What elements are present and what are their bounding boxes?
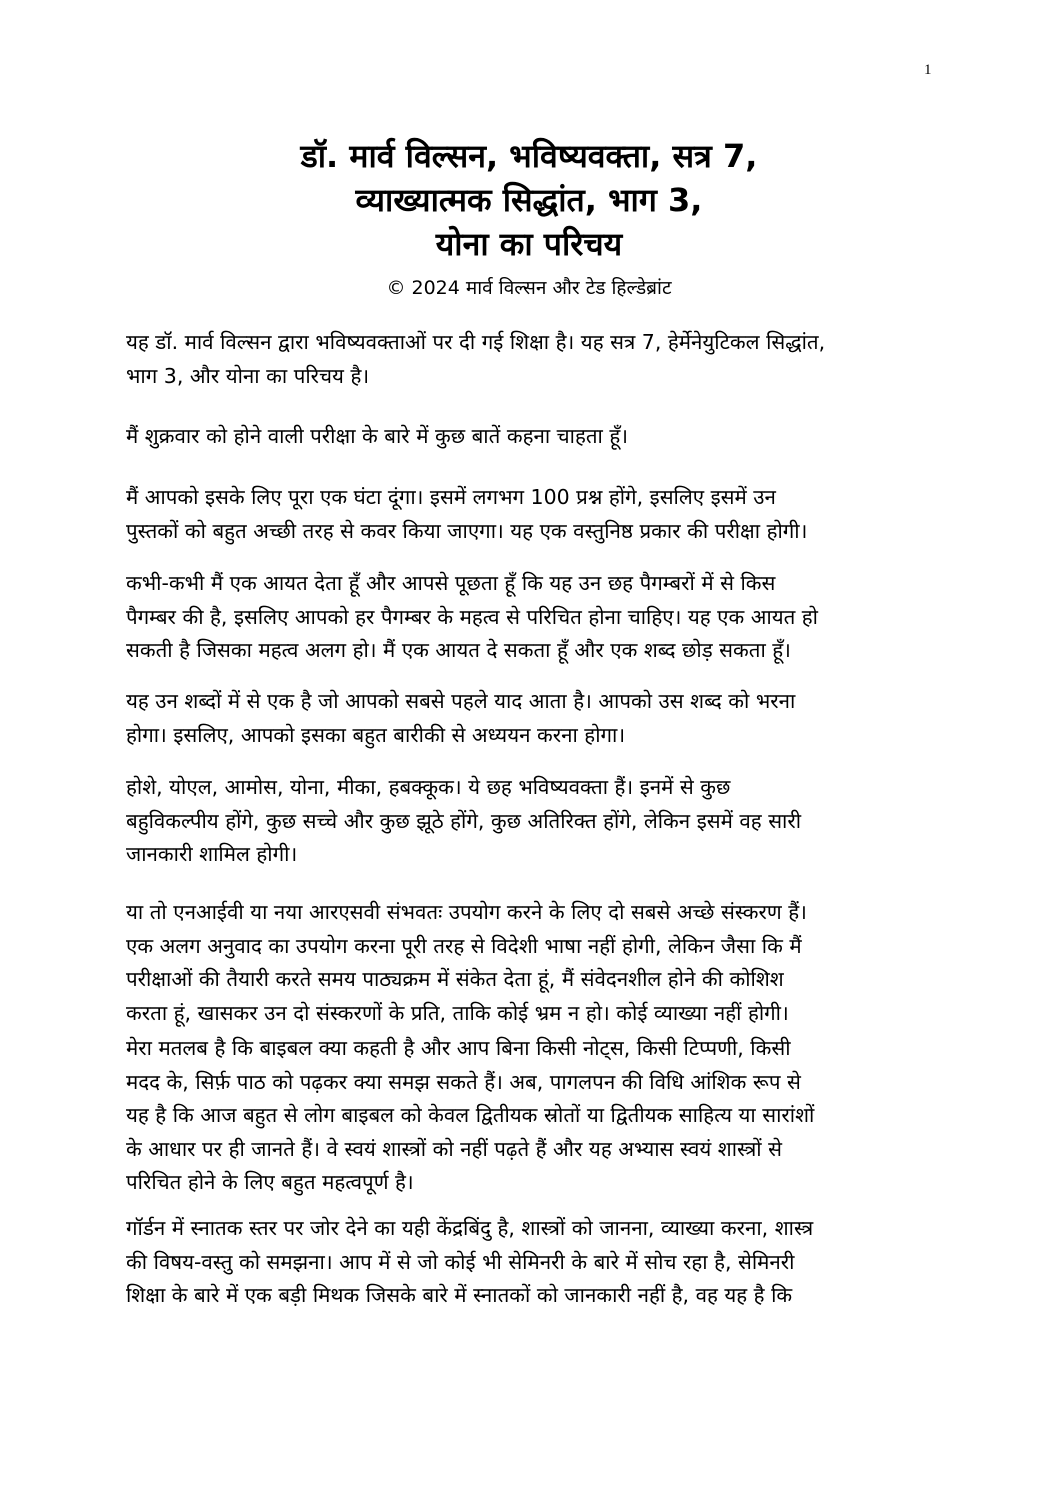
paragraph-line: मैं आपको इसके लिए पूरा एक घंटा दूंगा। इसमें लगभग 100 प्रश्न होंगे, इसलिए इसमें उन [126, 485, 776, 509]
paragraph-line: शिक्षा के बारे में एक बड़ी मिथक जिसके बारे में स्नातकों को जानकारी नहीं है, वह यह है कि [126, 1283, 793, 1307]
paragraph-line: परिचित होने के लिए बहुत महत्वपूर्ण है। [126, 1170, 414, 1194]
body-paragraph [126, 1032, 938, 1200]
paragraph-line: परीक्षाओं की तैयारी करते समय पाठ्यक्रम में संकेत देता हूं, मैं संवेदनशील होने की कोशिश [126, 967, 784, 991]
page-number: 1 [924, 62, 932, 78]
body-paragraph [126, 771, 938, 872]
title-line: योना का परिचय [435, 225, 623, 263]
paragraph-line: मैं शुक्रवार को होने वाली परीक्षा के बारे में कुछ बातें कहना चाहता हूँ। [126, 424, 629, 448]
paragraph-line: होगा। इसलिए, आपको इसका बहुत बारीकी से अध्ययन करना होगा। [126, 722, 626, 747]
paragraph-line: भाग 3, और योना का परिचय है। [126, 363, 370, 388]
paragraph-line: यह डॉ. मार्व विल्सन द्वारा भविष्यवक्ताओं पर दी गई शिक्षा है। यह सत्र 7, हेर्मेनेयुटिकल सिद्धांत, [126, 330, 826, 354]
paragraph-line: की विषय-वस्तु को समझना। आप में से जो कोई भी सेमिनरी के बारे में सोच रहा है, सेमिनरी [126, 1249, 795, 1274]
paragraph-line: एक अलग अनुवाद का उपयोग करना पूरी तरह से विदेशी भाषा नहीं होगी, लेकिन जैसा कि मैं [126, 933, 802, 958]
body-paragraph [126, 1212, 938, 1313]
paragraph-line: पैगम्बर की है, इसलिए आपको हर पैगम्बर के महत्व से परिचित होना चाहिए। यह एक आयत हो [126, 604, 818, 629]
copyright-line: © 2024 मार्व विल्सन और टेड हिल्डेब्रांट [386, 277, 672, 299]
body-paragraph [126, 685, 938, 752]
title-line: डॉ. मार्व विल्सन, भविष्यवक्ता, सत्र 7, [300, 137, 758, 175]
body-paragraph [126, 896, 938, 1030]
paragraph-line: कभी-कभी मैं एक आयत देता हूँ और आपसे पूछता हूँ कि यह उन छह पैगम्बरों में से किस [126, 571, 776, 595]
paragraph-line: होशे, योएल, आमोस, योना, मीका, हबक्कूक। ये छह भविष्यवक्ता हैं। इनमें से कुछ [126, 775, 731, 799]
paragraph-line: सकती है जिसका महत्व अलग हो। मैं एक आयत दे सकता हूँ और एक शब्द छोड़ सकता हूँ। [126, 638, 791, 662]
paragraph-line: यह है कि आज बहुत से लोग बाइबल को केवल द्वितीयक स्रोतों या द्वितीयक साहित्य या सारांशों [126, 1103, 815, 1127]
body-paragraph [126, 420, 938, 454]
paragraph-line: मदद के, सिर्फ़ पाठ को पढ़कर क्या समझ सकते हैं। अब, पागलपन की विधि आंशिक रूप से [126, 1069, 801, 1094]
paragraph-line: बहुविकल्पीय होंगे, कुछ सच्चे और कुछ झूठे होंगे, कुछ अतिरिक्त होंगे, लेकिन इसमें वह सारी [126, 808, 802, 833]
paragraph-line: गॉर्डन में स्नातक स्तर पर जोर देने का यही केंद्रबिंदु है, शास्त्रों को जानना, व्याख्या करना, शास्त्र [126, 1216, 814, 1240]
body-paragraph [126, 567, 938, 668]
paragraph-line: के आधार पर ही जानते हैं। वे स्वयं शास्त्रों को नहीं पढ़ते हैं और यह अभ्यास स्वयं शास्त्रों से [126, 1136, 782, 1161]
paragraph-line: करता हूं, खासकर उन दो संस्करणों के प्रति, ताकि कोई भ्रम न हो। कोई व्याख्या नहीं होगी। [126, 1000, 789, 1025]
paragraph-line: जानकारी शामिल होगी। [126, 842, 298, 866]
paragraph-line: या तो एनआईवी या नया आरएसवी संभवतः उपयोग करने के लिए दो सबसे अच्छे संस्करण हैं। [126, 900, 807, 924]
body-paragraph [126, 326, 938, 393]
paragraph-line: यह उन शब्दों में से एक है जो आपको सबसे पहले याद आता है। आपको उस शब्द को भरना [126, 689, 796, 713]
title-line: व्याख्यात्मक सिद्धांत, भाग 3, [355, 181, 703, 219]
paragraph-line: पुस्तकों को बहुत अच्छी तरह से कवर किया जाएगा। यह एक वस्तुनिष्ठ प्रकार की परीक्षा होगी। [126, 518, 808, 543]
paragraph-line: मेरा मतलब है कि बाइबल क्या कहती है और आप बिना किसी नोट्स, किसी टिप्पणी, किसी [126, 1036, 791, 1060]
document-title [0, 134, 1058, 266]
body-paragraph [126, 481, 938, 548]
